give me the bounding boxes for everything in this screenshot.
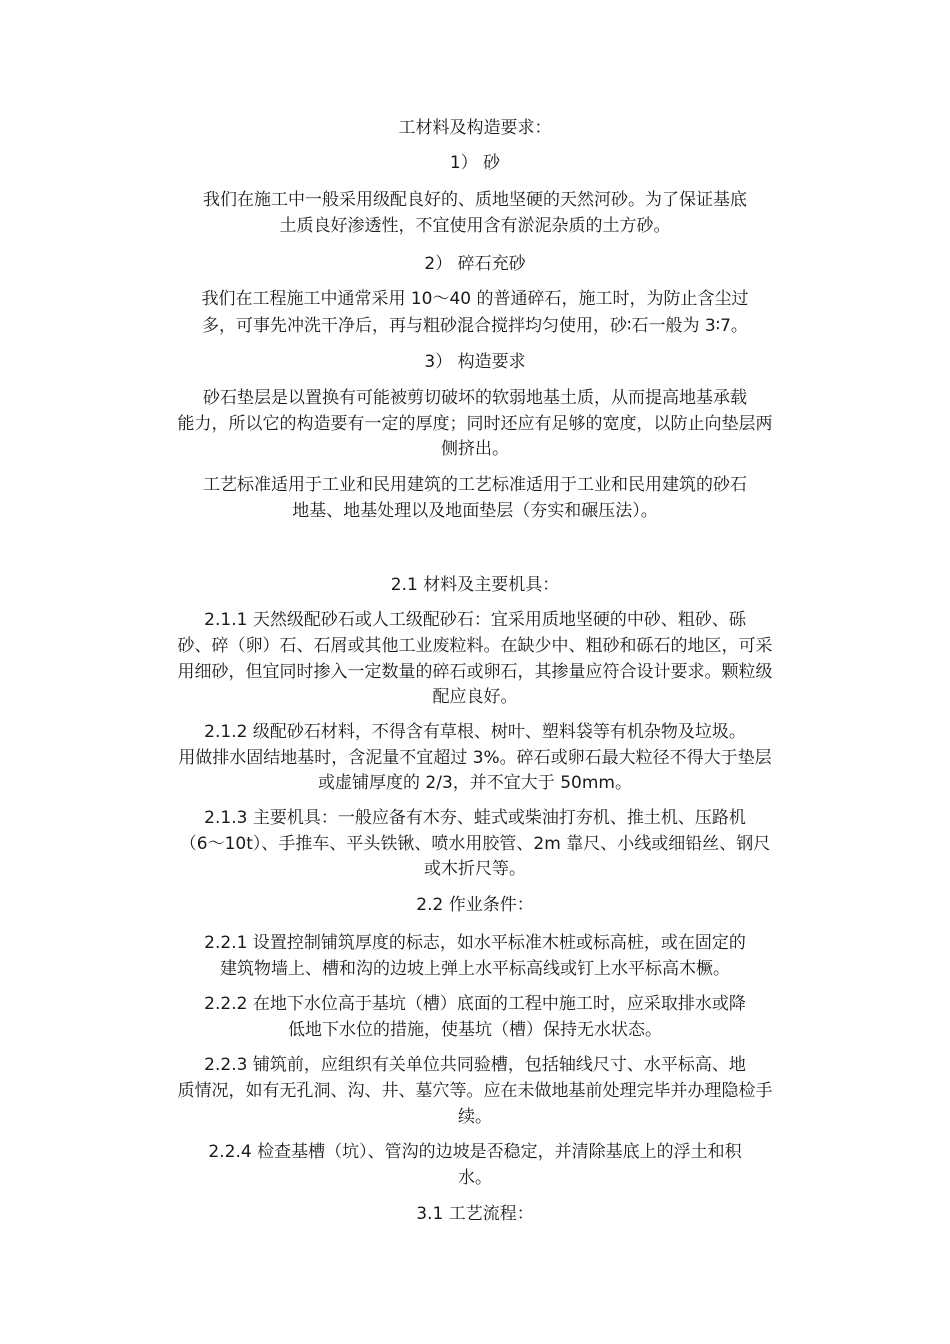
paragraph-2-2-1-line-2: 建筑物墙上、槽和沟的边坡上弹上水平标高线或钉上水平标高木橛。	[220, 959, 730, 979]
paragraph-gravel-line-2: 多，可事先冲洗干净后，再与粗砂混合搅拌均匀使用，砂∶石一般为 3∶7。	[202, 316, 748, 336]
paragraph-2-2-1-line-1: 2.2.1 设置控制铺筑厚度的标志，如水平标准木桩或标高桩，或在固定的	[204, 933, 746, 953]
paragraph-2-2-3-line-1: 2.2.3 铺筑前，应组织有关单位共同验槽，包括轴线尺寸、水平标高、地	[204, 1055, 746, 1075]
paragraph-2-2-2-line-2: 低地下水位的措施，使基坑（槽）保持无水状态。	[288, 1020, 662, 1040]
paragraph-scope-line-1: 工艺标准适用于工业和民用建筑的工艺标准适用于工业和民用建筑的砂石	[203, 475, 747, 495]
paragraph-scope-line-2: 地基、地基处理以及地面垫层（夯实和碾压法）。	[292, 501, 658, 521]
paragraph-2-2-2-line-1: 2.2.2 在地下水位高于基坑（槽）底面的工程中施工时，应采取排水或降	[204, 994, 746, 1014]
paragraph-gravel-line-1: 我们在工程施工中通常采用 10～40 的普通碎石，施工时，为防止含尘过	[201, 289, 749, 309]
paragraph-2-2-3-line-2: 质情况，如有无孔洞、沟、井、墓穴等。应在未做地基前处理完毕并办理隐检手	[177, 1081, 773, 1101]
heading-materials: 工材料及构造要求：	[398, 118, 552, 138]
heading-2-2: 2.2 作业条件：	[416, 895, 534, 915]
paragraph-2-1-2-line-1: 2.1.2 级配砂石材料，不得含有草根、树叶、塑料袋等有机杂物及垃圾。	[204, 722, 746, 742]
paragraph-2-1-1-line-3: 用细砂，但宜同时掺入一定数量的碎石或卵石，其掺量应符合设计要求。颗粒级	[177, 662, 773, 682]
paragraph-2-1-2-line-2: 用做排水固结地基时，含泥量不宜超过 3%。碎石或卵石最大粒径不得大于垫层	[178, 748, 772, 768]
paragraph-2-1-2-line-3: 或虚铺厚度的 2/3，并不宜大于 50mm。	[318, 773, 632, 793]
paragraph-structure-line-2: 能力，所以它的构造要有一定的厚度；同时还应有足够的宽度，以防止向垫层两	[177, 414, 773, 434]
paragraph-2-2-4-line-1: 2.2.4 检查基槽（坑）、管沟的边坡是否稳定，并清除基底上的浮土和积	[208, 1142, 742, 1162]
paragraph-2-1-1-line-2: 砂、碎（卵）石、石屑或其他工业废粒料。在缺少中、粗砂和砾石的地区，可采	[177, 636, 773, 656]
paragraph-2-1-3-line-2: （6～10t）、手推车、平头铁锹、喷水用胶管、2m 靠尺、小线或细铅丝、钢尺	[179, 834, 771, 854]
heading-2-1: 2.1 材料及主要机具：	[390, 575, 560, 595]
paragraph-structure-line-3: 侧挤出。	[441, 439, 509, 459]
paragraph-2-2-4-line-2: 水。	[458, 1168, 492, 1188]
paragraph-2-1-3-line-3: 或木折尺等。	[424, 859, 526, 879]
paragraph-sand-line-1: 我们在施工中一般采用级配良好的、质地坚硬的天然河砂。为了保证基底	[203, 190, 747, 210]
heading-sand: 1） 砂	[449, 153, 501, 173]
paragraph-2-1-1-line-1: 2.1.1 天然级配砂石或人工级配砂石：宜采用质地坚硬的中砂、粗砂、砾	[204, 610, 746, 630]
paragraph-sand-line-2: 土质良好渗透性，不宜使用含有淤泥杂质的土方砂。	[279, 216, 671, 236]
paragraph-structure-line-1: 砂石垫层是以置换有可能被剪切破坏的软弱地基土质，从而提高地基承载	[203, 388, 747, 408]
paragraph-2-2-3-line-3: 续。	[458, 1107, 492, 1127]
heading-structure: 3） 构造要求	[424, 352, 526, 372]
heading-3-1: 3.1 工艺流程：	[416, 1204, 534, 1224]
paragraph-2-1-1-line-4: 配应良好。	[432, 687, 518, 707]
paragraph-2-1-3-line-1: 2.1.3 主要机具：一般应备有木夯、蛙式或柴油打夯机、推土机、压路机	[204, 808, 746, 828]
heading-gravel: 2） 碎石充砂	[424, 254, 526, 274]
